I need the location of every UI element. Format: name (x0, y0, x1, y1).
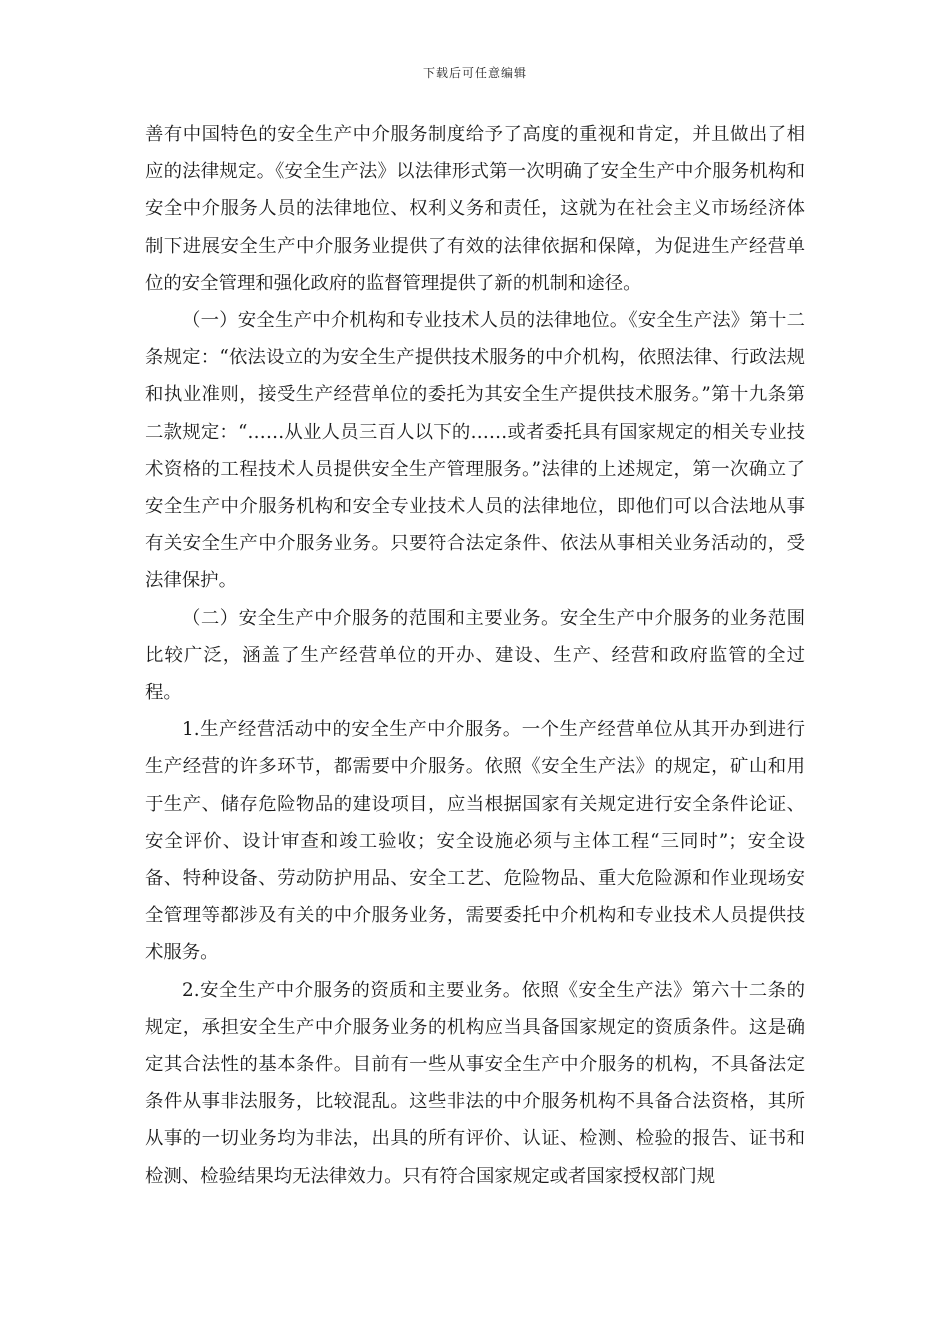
paragraph-production-services: 1.生产经营活动中的安全生产中介服务。一个生产经营单位从其开办到进行生产经营的许多环节，都需要中介服务。依照《安全生产法》的规定，矿山和用于生产、储存危险物品的建设项目，应当根据国家有关规定进行安全条件论证、安全评价、设计审查和竣工验收；安全设施必须与主体工程“三同时”；安全设备、特种设备、劳动防护用品、安全工艺、危险物品、重大危险源和作业现场安全管理等都涉及有关的中介服务业务，需要委托中介机构和专业技术人员提供技术服务。 (145, 719, 805, 964)
paragraph-intro: 善有中国特色的安全生产中介服务制度给予了高度的重视和肯定，并且做出了相应的法律规定。《安全生产法》以法律形式第一次明确了安全生产中介服务机构和安全中介服务人员的法律地位、权利义务和责任，这就为在社会主义市场经济体制下进展安全生产中介服务业提供了有效的法律依据和保障，为促进生产经营单位的安全管理和强化政府的监督管理提供了新的机制和途径。 (145, 124, 805, 294)
paragraph-qualifications: 2.安全生产中介服务的资质和主要业务。依照《安全生产法》第六十二条的规定，承担安全生产中介服务业务的机构应当具备国家规定的资质条件。这是确定其合法性的基本条件。目前有一些从事安全生产中介服务的机构，不具备法定条件从事非法服务，比较混乱。这些非法的中介服务机构不具备合法资格，其所从事的一切业务均为非法，出具的所有评价、认证、检测、检验的报告、证书和检测、检验结果均无法律效力。只有符合国家规定或者国家授权部门规 (145, 979, 805, 1187)
document-body (145, 116, 805, 1195)
paragraph-service-scope: （二）安全生产中介服务的范围和主要业务。安全生产中介服务的业务范围比较广泛，涵盖了生产经营单位的开办、建设、生产、经营和政府监管的全过程。 (145, 607, 805, 704)
page-header-note: 下载后可任意编辑 (422, 66, 527, 80)
paragraph-legal-status: （一）安全生产中介机构和专业技术人员的法律地位。《安全生产法》第十二条规定：“依法设立的为安全生产提供技术服务的中介机构，依照法律、行政法规和执业准则，接受生产经营单位的委托为其安全生产提供技术服务。”第十九条第二款规定：“……从业人员三百人以下的……或者委托具有国家规定的相关专业技术资格的工程技术人员提供安全生产管理服务。”法律的上述规定，第一次确立了安全生产中介服务机构和安全专业技术人员的法律地位，即他们可以合法地从事有关安全生产中介服务业务。只要符合法定条件、依法从事相关业务活动的，受法律保护。 (145, 310, 805, 592)
